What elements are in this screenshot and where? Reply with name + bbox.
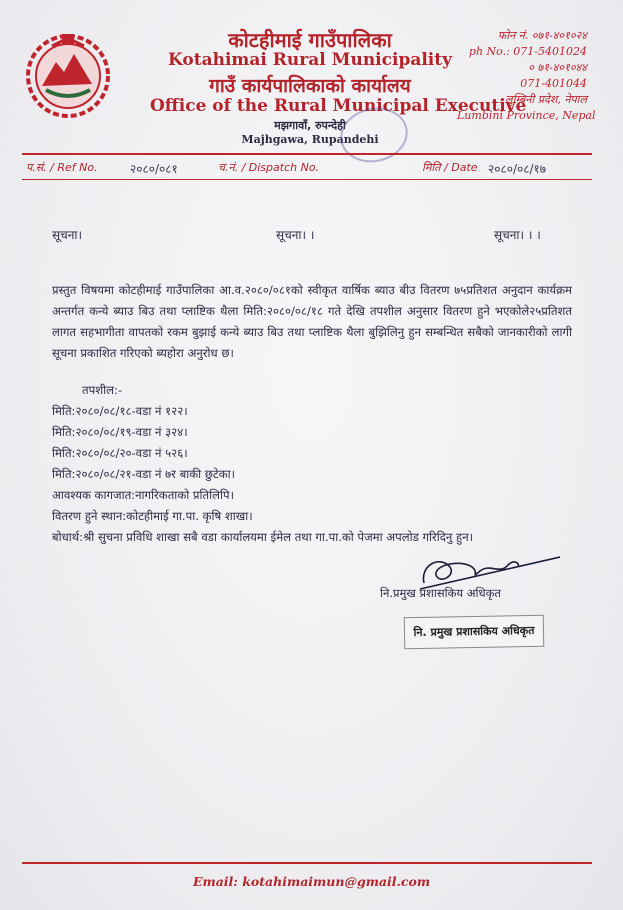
- province-en: Lumbini Province, Nepal: [457, 109, 596, 122]
- footer-divider: [22, 862, 592, 864]
- ref-value: २०८०/०८१: [130, 162, 178, 176]
- phone-en: ph No.: 071-5401024: [468, 45, 587, 58]
- signatory-title: नि.प्रमुख प्रशासकिय अधिकृत: [380, 586, 501, 600]
- schedule-line: मिति:२०८०/०८/१८-वडा नं १२२।: [52, 404, 188, 418]
- date-label: मिति / Date: [422, 161, 478, 174]
- province-np: लुम्बिनी प्रदेश, नेपाल: [505, 93, 587, 106]
- footer-email: Email: kotahimaimun@gmail.com: [192, 874, 431, 889]
- municipality-name-en: Kotahimai Rural Municipality: [168, 50, 452, 70]
- phone2-en: 071-401044: [520, 77, 587, 90]
- documents-line: आवश्यक कागजात:नागरिकताको प्रतिलिपि।: [52, 488, 234, 502]
- dispatch-label: च.नं. / Dispatch No.: [218, 161, 320, 174]
- office-name-en: Office of the Rural Municipal Executive: [150, 96, 527, 116]
- nepal-emblem-icon: [22, 28, 114, 120]
- body-paragraph: प्रस्तुत विषयमा कोटहीमाई गाउँपालिका आ.व.२०८०/०८१को स्वीकृत वार्षिक ब्याउ बीउ वितरण ७५प्रतिशत अनुदान कार्यक्रम अन्तर्गत कन्ये ब्याउ बिउ तथा प्लाष्टिक थैला मिति:२०८०/०८/१८ गते देखि तपशील अनुसार वितरण हुने भएकोले२५प्रतिशत लागत सहभागीता वापतको रकम बुझाई कन्ये ब्याउ बिउ तथा प्लाष्टिक थैला बुझिलिनु हुन सम्बन्धित सबैको जानकारीको लागी सूचना प्रकाशित गरिएको ब्यहोरा अनुरोध छ।: [52, 283, 572, 360]
- notice-body: [52, 280, 572, 364]
- schedule-line: मिति:२०८०/०८/१९-वडा नं ३२४।: [52, 425, 188, 439]
- contact-block: [457, 28, 596, 124]
- notice-heading-1: सूचना।: [52, 228, 83, 242]
- schedule-line: मिति:२०८०/०८/२१-वडा नं ७र बाकी छुटेका।: [52, 467, 236, 481]
- location-line: वितरण हुने स्थान:कोटहीमाई गा.पा. कृषि शाखा।: [52, 509, 253, 523]
- notice-heading-2: सूचना। ।: [276, 228, 315, 242]
- tapsil-label: तपशील:-: [82, 383, 123, 397]
- ref-divider: [22, 179, 592, 180]
- ref-label: प.सं. / Ref No.: [26, 161, 98, 174]
- office-name-np: गाउँ कार्यपालिकाको कार्यालय: [209, 75, 411, 97]
- notice-heading-3: सूचना। । ।: [494, 228, 541, 242]
- schedule-line: मिति:२०८०/०८/२०-वडा नं ५२६।: [52, 446, 188, 460]
- signatory-stamp: नि. प्रमुख प्रशासकिय अधिकृत: [404, 615, 545, 649]
- reference-row: [26, 160, 586, 178]
- cc-line: बोधार्थ:श्री सुचना प्रविधि शाखा सबै वडा कार्यालयमा ईमेल तथा गा.पा.को पेजमा अपलोड गरिदिनु हुन।: [52, 530, 474, 544]
- date-value: २०८०/०८/१७: [488, 162, 547, 176]
- phone-np: फोन नं. ०७१-४०१०२४: [497, 29, 587, 42]
- header-divider: [22, 153, 592, 155]
- details-list: [52, 380, 582, 548]
- municipality-name-np: कोटहीमाई गाउँपालिका: [228, 28, 392, 52]
- phone2-np: ० ७१-४०१०४४: [528, 61, 587, 74]
- address-np: मझगावाँ, रुपन्देही: [274, 119, 346, 132]
- address-en: Majhgawa, Rupandehi: [241, 133, 379, 146]
